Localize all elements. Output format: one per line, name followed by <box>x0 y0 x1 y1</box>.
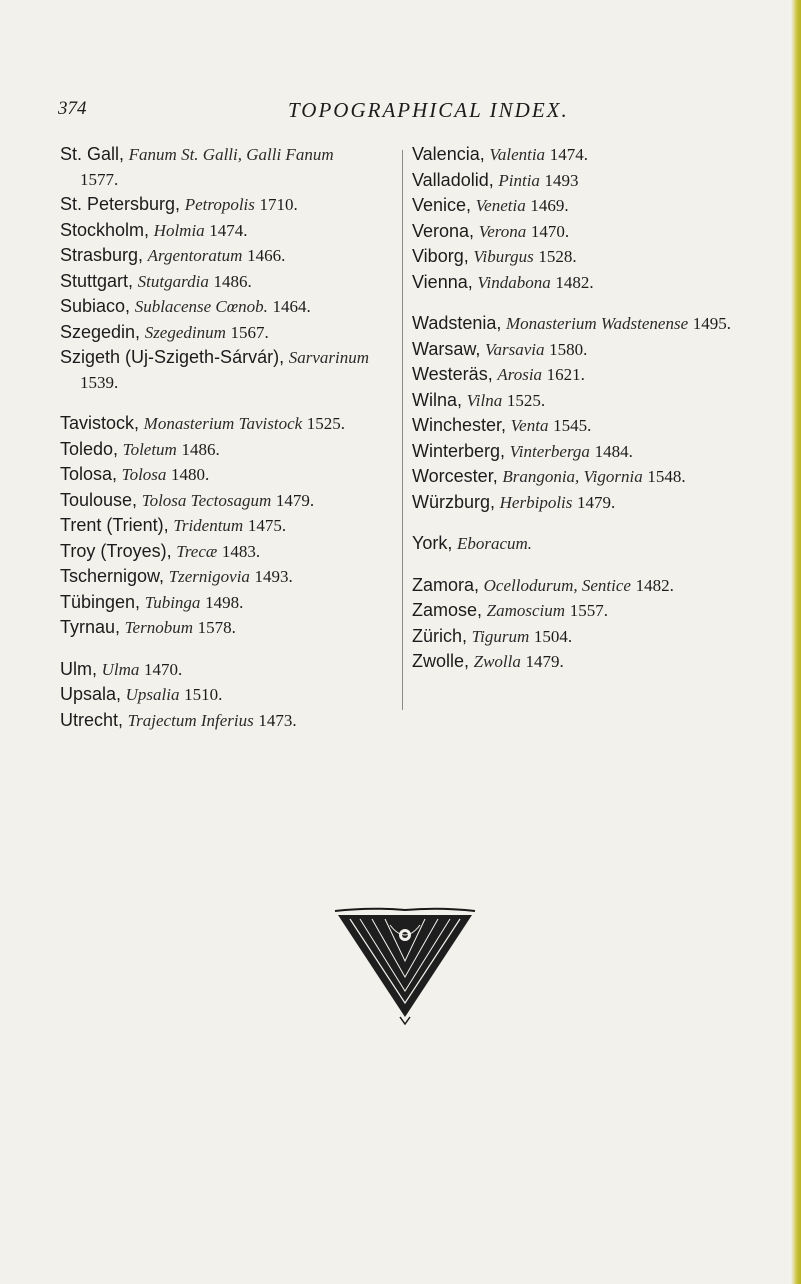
latin-name: Monasterium Tavistock <box>143 414 303 433</box>
year: 1495. <box>692 314 731 333</box>
year: 1479. <box>525 652 564 671</box>
index-entry <box>60 411 400 437</box>
index-entry <box>60 437 400 463</box>
place-name: Tavistock, <box>60 413 140 433</box>
place-name: Toledo, <box>60 438 119 459</box>
year: 1486. <box>181 439 220 459</box>
index-entry <box>60 345 400 395</box>
place-name: Vienna, <box>412 271 473 292</box>
index-entry <box>60 462 400 488</box>
latin-name: Tolosa Tectosagum <box>141 490 272 510</box>
index-entry <box>412 142 797 168</box>
place-name: St. Petersburg, <box>60 194 181 214</box>
index-entry <box>60 590 400 616</box>
place-name: York, <box>412 533 453 553</box>
latin-name: Eboracum. <box>456 534 533 553</box>
latin-name: Tigurum <box>471 626 530 646</box>
place-name: Zamora, <box>412 574 480 595</box>
year: 1473. <box>258 710 297 730</box>
place-name: Tschernigow, <box>60 566 165 586</box>
latin-name: Venetia <box>475 196 526 215</box>
latin-name: Zwolla <box>473 652 521 671</box>
latin-name: Sublacense Cœnob. <box>134 297 268 316</box>
index-entry <box>412 168 797 194</box>
latin-name: Ulma <box>101 659 140 679</box>
index-entry <box>60 682 400 708</box>
latin-name: Varsavia <box>484 339 545 359</box>
place-name: Valencia, <box>412 144 485 164</box>
index-entry <box>412 219 797 245</box>
place-name: Zürich, <box>412 625 468 646</box>
place-name: Ulm, <box>60 658 97 679</box>
place-name: Verona, <box>412 220 475 241</box>
year: 1482. <box>635 575 674 595</box>
index-entry <box>412 490 797 516</box>
year: 1480. <box>171 465 210 484</box>
index-entry <box>412 193 797 219</box>
year: 1474. <box>549 145 588 164</box>
index-entry <box>60 294 400 320</box>
year: 1557. <box>569 601 608 620</box>
year: 1567. <box>230 322 269 342</box>
index-entry <box>412 388 797 414</box>
place-name: Toulouse, <box>60 489 138 510</box>
index-entry <box>412 531 797 557</box>
tailpiece-ornament-icon <box>330 905 480 1025</box>
year: 1498. <box>205 592 244 612</box>
place-name: Valladolid, <box>412 169 494 190</box>
year: 1466. <box>247 246 286 265</box>
year-continuation: 1539. <box>80 372 119 392</box>
place-name: Zamose, <box>412 600 483 620</box>
latin-name: Holmia <box>153 220 205 240</box>
latin-name: Toletum <box>122 439 177 459</box>
place-name: St. Gall, <box>60 144 125 164</box>
year: 1474. <box>209 220 248 240</box>
latin-name: Stutgardia <box>137 271 209 291</box>
index-entry <box>412 362 797 388</box>
place-name: Szigeth (Uj-Szigeth-Sárvár), <box>60 347 285 367</box>
index-entry <box>412 413 797 439</box>
index-entry <box>60 192 400 218</box>
index-entry <box>412 270 797 296</box>
index-entry <box>412 598 797 624</box>
index-entry <box>412 337 797 363</box>
place-name: Strasburg, <box>60 245 144 265</box>
place-name: Viborg, <box>412 246 469 266</box>
index-entry <box>60 320 400 346</box>
year: 1548. <box>647 467 686 486</box>
place-name: Stockholm, <box>60 219 150 240</box>
year-continuation: 1577. <box>80 169 119 189</box>
latin-name: Verona <box>478 221 527 241</box>
index-entry <box>412 464 797 490</box>
latin-name: Pintia <box>498 170 540 190</box>
year: 1479. <box>577 492 616 512</box>
index-entry <box>60 218 400 244</box>
year: 1525. <box>506 390 546 410</box>
latin-name: Trajectum Inferius <box>127 710 254 730</box>
index-entry <box>60 243 400 269</box>
place-name: Tolosa, <box>60 464 118 484</box>
index-entry <box>60 708 400 734</box>
year: 1486. <box>213 271 252 291</box>
index-entry <box>60 539 400 565</box>
year: 1525. <box>306 414 346 433</box>
year: 1621. <box>546 365 585 384</box>
column-divider <box>402 150 403 710</box>
latin-name: Brangonia, Vigornia <box>502 467 643 486</box>
latin-name: Zamoscium <box>486 601 566 620</box>
year: 1578. <box>197 618 236 637</box>
year: 1469. <box>530 196 569 215</box>
latin-name: Viburgus <box>473 247 534 266</box>
index-entry <box>60 657 400 683</box>
latin-name: Herbipolis <box>499 492 573 512</box>
index-entry <box>412 244 797 270</box>
place-name: Wilna, <box>412 389 463 410</box>
latin-name: Vinterberga <box>509 441 590 461</box>
page-number: 374 <box>58 98 87 119</box>
latin-name: Argentoratum <box>147 246 243 265</box>
place-name: Winchester, <box>412 415 507 435</box>
latin-name: Monasterium Wadstenense <box>506 314 689 333</box>
index-column-left <box>60 142 400 733</box>
place-name: Utrecht, <box>60 709 124 730</box>
latin-name: Fanum St. Galli, Galli Fanum <box>128 145 334 164</box>
place-name: Szegedin, <box>60 321 141 342</box>
latin-name: Ternobum <box>124 618 193 637</box>
latin-name: Tridentum <box>173 516 244 535</box>
year: 1504. <box>533 626 573 646</box>
index-entry <box>412 624 797 650</box>
latin-name: Arosia <box>497 365 543 384</box>
index-entry <box>60 142 400 192</box>
year: 1475. <box>247 516 287 535</box>
place-name: Worcester, <box>412 466 498 486</box>
index-entry <box>60 269 400 295</box>
year: 1470. <box>144 659 183 679</box>
running-head: TOPOGRAPHICAL INDEX. <box>288 98 569 122</box>
latin-name: Tubinga <box>144 592 201 612</box>
place-name: Trent (Trient), <box>60 515 169 535</box>
page-header <box>58 98 758 128</box>
place-name: Würzburg, <box>412 491 496 512</box>
index-entry <box>60 564 400 590</box>
place-name: Wadstenia, <box>412 313 502 333</box>
latin-name: Petropolis <box>184 195 255 214</box>
year: 1710. <box>259 195 298 214</box>
place-name: Upsala, <box>60 684 122 704</box>
year: 1580. <box>549 339 588 359</box>
place-name: Subiaco, <box>60 296 131 316</box>
place-name: Tyrnau, <box>60 617 121 637</box>
year: 1484. <box>594 441 633 461</box>
index-entry <box>412 649 797 675</box>
index-entry <box>60 615 400 641</box>
index-entry <box>412 573 797 599</box>
latin-name: Sarvarinum <box>288 348 369 367</box>
latin-name: Tolosa <box>121 465 167 484</box>
latin-name: Tzernigovia <box>168 567 250 586</box>
year: 1493. <box>254 567 293 586</box>
index-entry <box>60 488 400 514</box>
place-name: Zwolle, <box>412 651 470 671</box>
index-entry <box>412 311 797 337</box>
year: 1483. <box>221 541 261 561</box>
latin-name: Ocellodurum, Sentice <box>483 575 631 595</box>
latin-name: Vilna <box>466 390 503 410</box>
latin-name: Upsalia <box>125 685 180 704</box>
latin-name: Valentia <box>489 145 546 164</box>
latin-name: Trecæ <box>176 541 218 561</box>
year: 1545. <box>553 416 592 435</box>
year: 1482. <box>555 272 594 292</box>
year: 1464. <box>272 297 311 316</box>
place-name: Troy (Troyes), <box>60 540 172 561</box>
place-name: Tübingen, <box>60 591 141 612</box>
place-name: Winterberg, <box>412 440 506 461</box>
year: 1510. <box>184 685 223 704</box>
index-entry <box>60 513 400 539</box>
place-name: Venice, <box>412 195 472 215</box>
year: 1470. <box>530 221 570 241</box>
latin-name: Venta <box>510 416 549 435</box>
index-column-right <box>412 142 797 675</box>
place-name: Stuttgart, <box>60 270 134 291</box>
place-name: Warsaw, <box>412 338 481 359</box>
year: 1528. <box>538 247 577 266</box>
index-entry <box>412 439 797 465</box>
place-name: Westeräs, <box>412 364 493 384</box>
year: 1479. <box>275 490 315 510</box>
latin-name: Vindabona <box>477 272 551 292</box>
year: 1493 <box>544 170 579 190</box>
latin-name: Szegedinum <box>144 322 226 342</box>
